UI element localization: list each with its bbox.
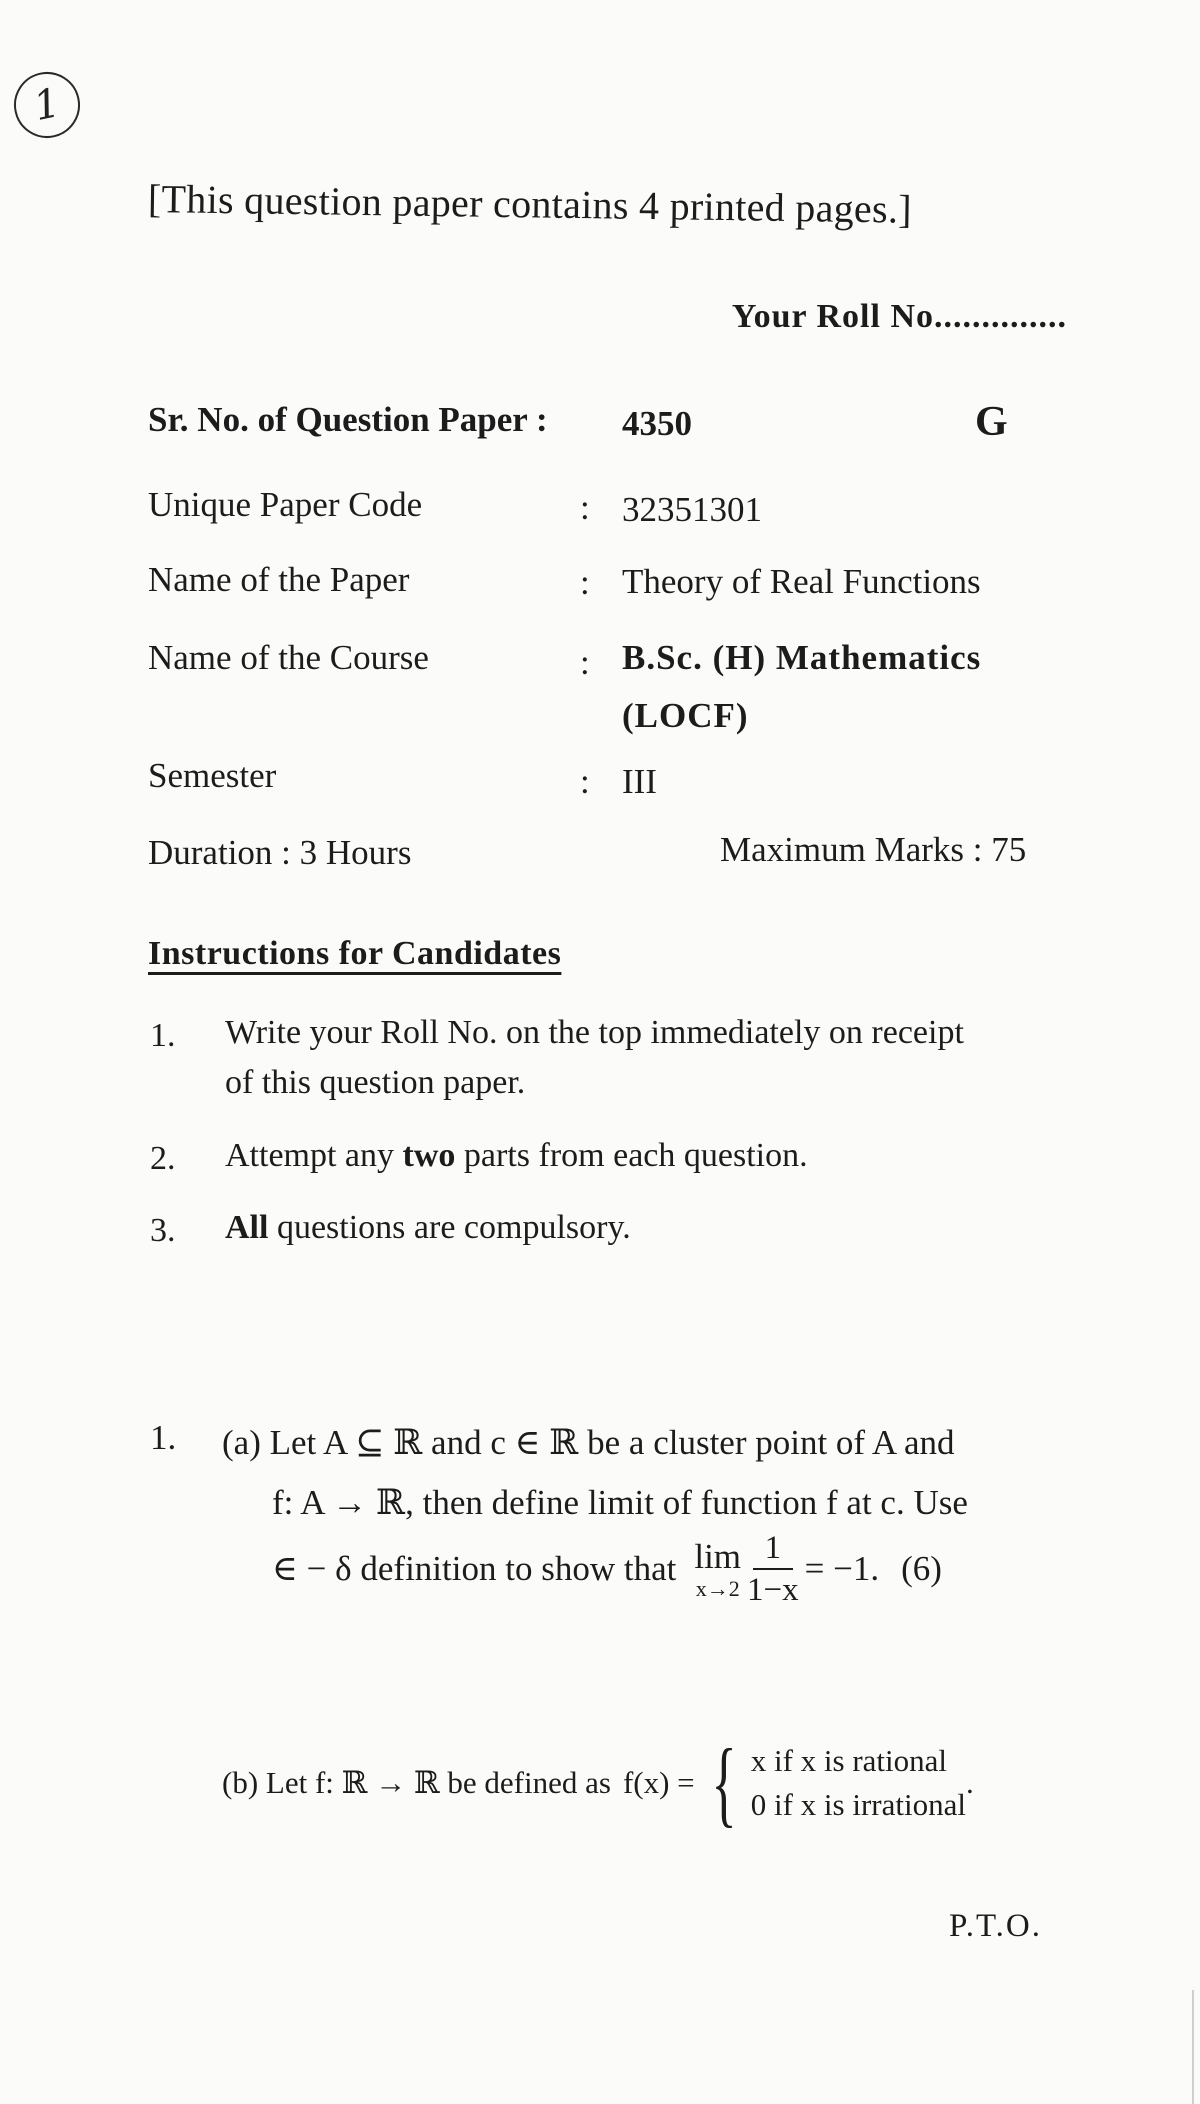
course-value-line2: (LOCF) bbox=[622, 696, 749, 735]
paper-name-label: Name of the Paper bbox=[148, 560, 410, 599]
handwritten-page-number: 1 bbox=[8, 66, 86, 144]
set-letter: G bbox=[975, 399, 1008, 445]
instruction-item: All questions are compulsory. bbox=[225, 1209, 631, 1246]
instruction-item: Write your Roll No. on the top immediately on receipt of this question paper. bbox=[225, 1014, 964, 1101]
limit-operator: lim x→2 bbox=[694, 1536, 742, 1601]
paper-code-value: 32351301 bbox=[622, 490, 762, 529]
limit-formula: ∈ − δ definition to show that lim x→2 $\frac{1}{1-x}$ = −1. (6) bbox=[272, 1530, 942, 1609]
instruction-number: 2. bbox=[150, 1140, 176, 1177]
fraction: $\frac{1}{1-x}$ bbox=[747, 1530, 799, 1609]
question-number: 1. bbox=[150, 1418, 177, 1457]
page-count-note: [This question paper contains 4 printed pages.] bbox=[147, 176, 913, 232]
instruction-number: 3. bbox=[150, 1212, 176, 1249]
instructions-heading: Instructions for Candidates bbox=[148, 935, 562, 972]
paper-code-label: Unique Paper Code bbox=[148, 485, 423, 524]
colon: : bbox=[580, 488, 590, 527]
colon: : bbox=[580, 643, 590, 682]
semester-label: Semester bbox=[148, 756, 277, 795]
brace-icon: { bbox=[711, 1729, 737, 1836]
semester-value: III bbox=[622, 762, 657, 801]
marks: (6) bbox=[901, 1549, 942, 1589]
sr-no-label: Sr. No. of Question Paper : bbox=[148, 400, 548, 439]
question-1a-text: (a) Let A ⊆ ℝ and c ∈ ℝ be a cluster point of A and f: A → ℝ, then define limit of function f at c. Use bbox=[222, 1423, 968, 1522]
course-value: B.Sc. (H) Mathematics bbox=[622, 638, 982, 677]
scan-edge bbox=[1192, 1990, 1194, 2104]
maximum-marks: Maximum Marks : 75 bbox=[720, 830, 1027, 869]
paper-name-value: Theory of Real Functions bbox=[622, 562, 981, 601]
instruction-number: 1. bbox=[150, 1017, 176, 1054]
please-turn-over: P.T.O. bbox=[949, 1908, 1042, 1944]
piecewise-cases: x if x is rational 0 if x is irrational bbox=[750, 1743, 966, 1822]
course-label: Name of the Course bbox=[148, 638, 429, 677]
roll-number-field: Your Roll No.............. bbox=[731, 298, 1067, 335]
instruction-item: Attempt any two parts from each question. bbox=[225, 1137, 808, 1174]
duration: Duration : 3 Hours bbox=[148, 833, 412, 872]
colon: : bbox=[580, 563, 590, 602]
colon: : bbox=[580, 762, 590, 801]
sr-no-value: 4350 bbox=[622, 404, 692, 443]
question-1b-text: (b) Let f: ℝ → ℝ be defined as f(x) = { x if x is rational 0 if x is irrational . bbox=[222, 1729, 974, 1836]
